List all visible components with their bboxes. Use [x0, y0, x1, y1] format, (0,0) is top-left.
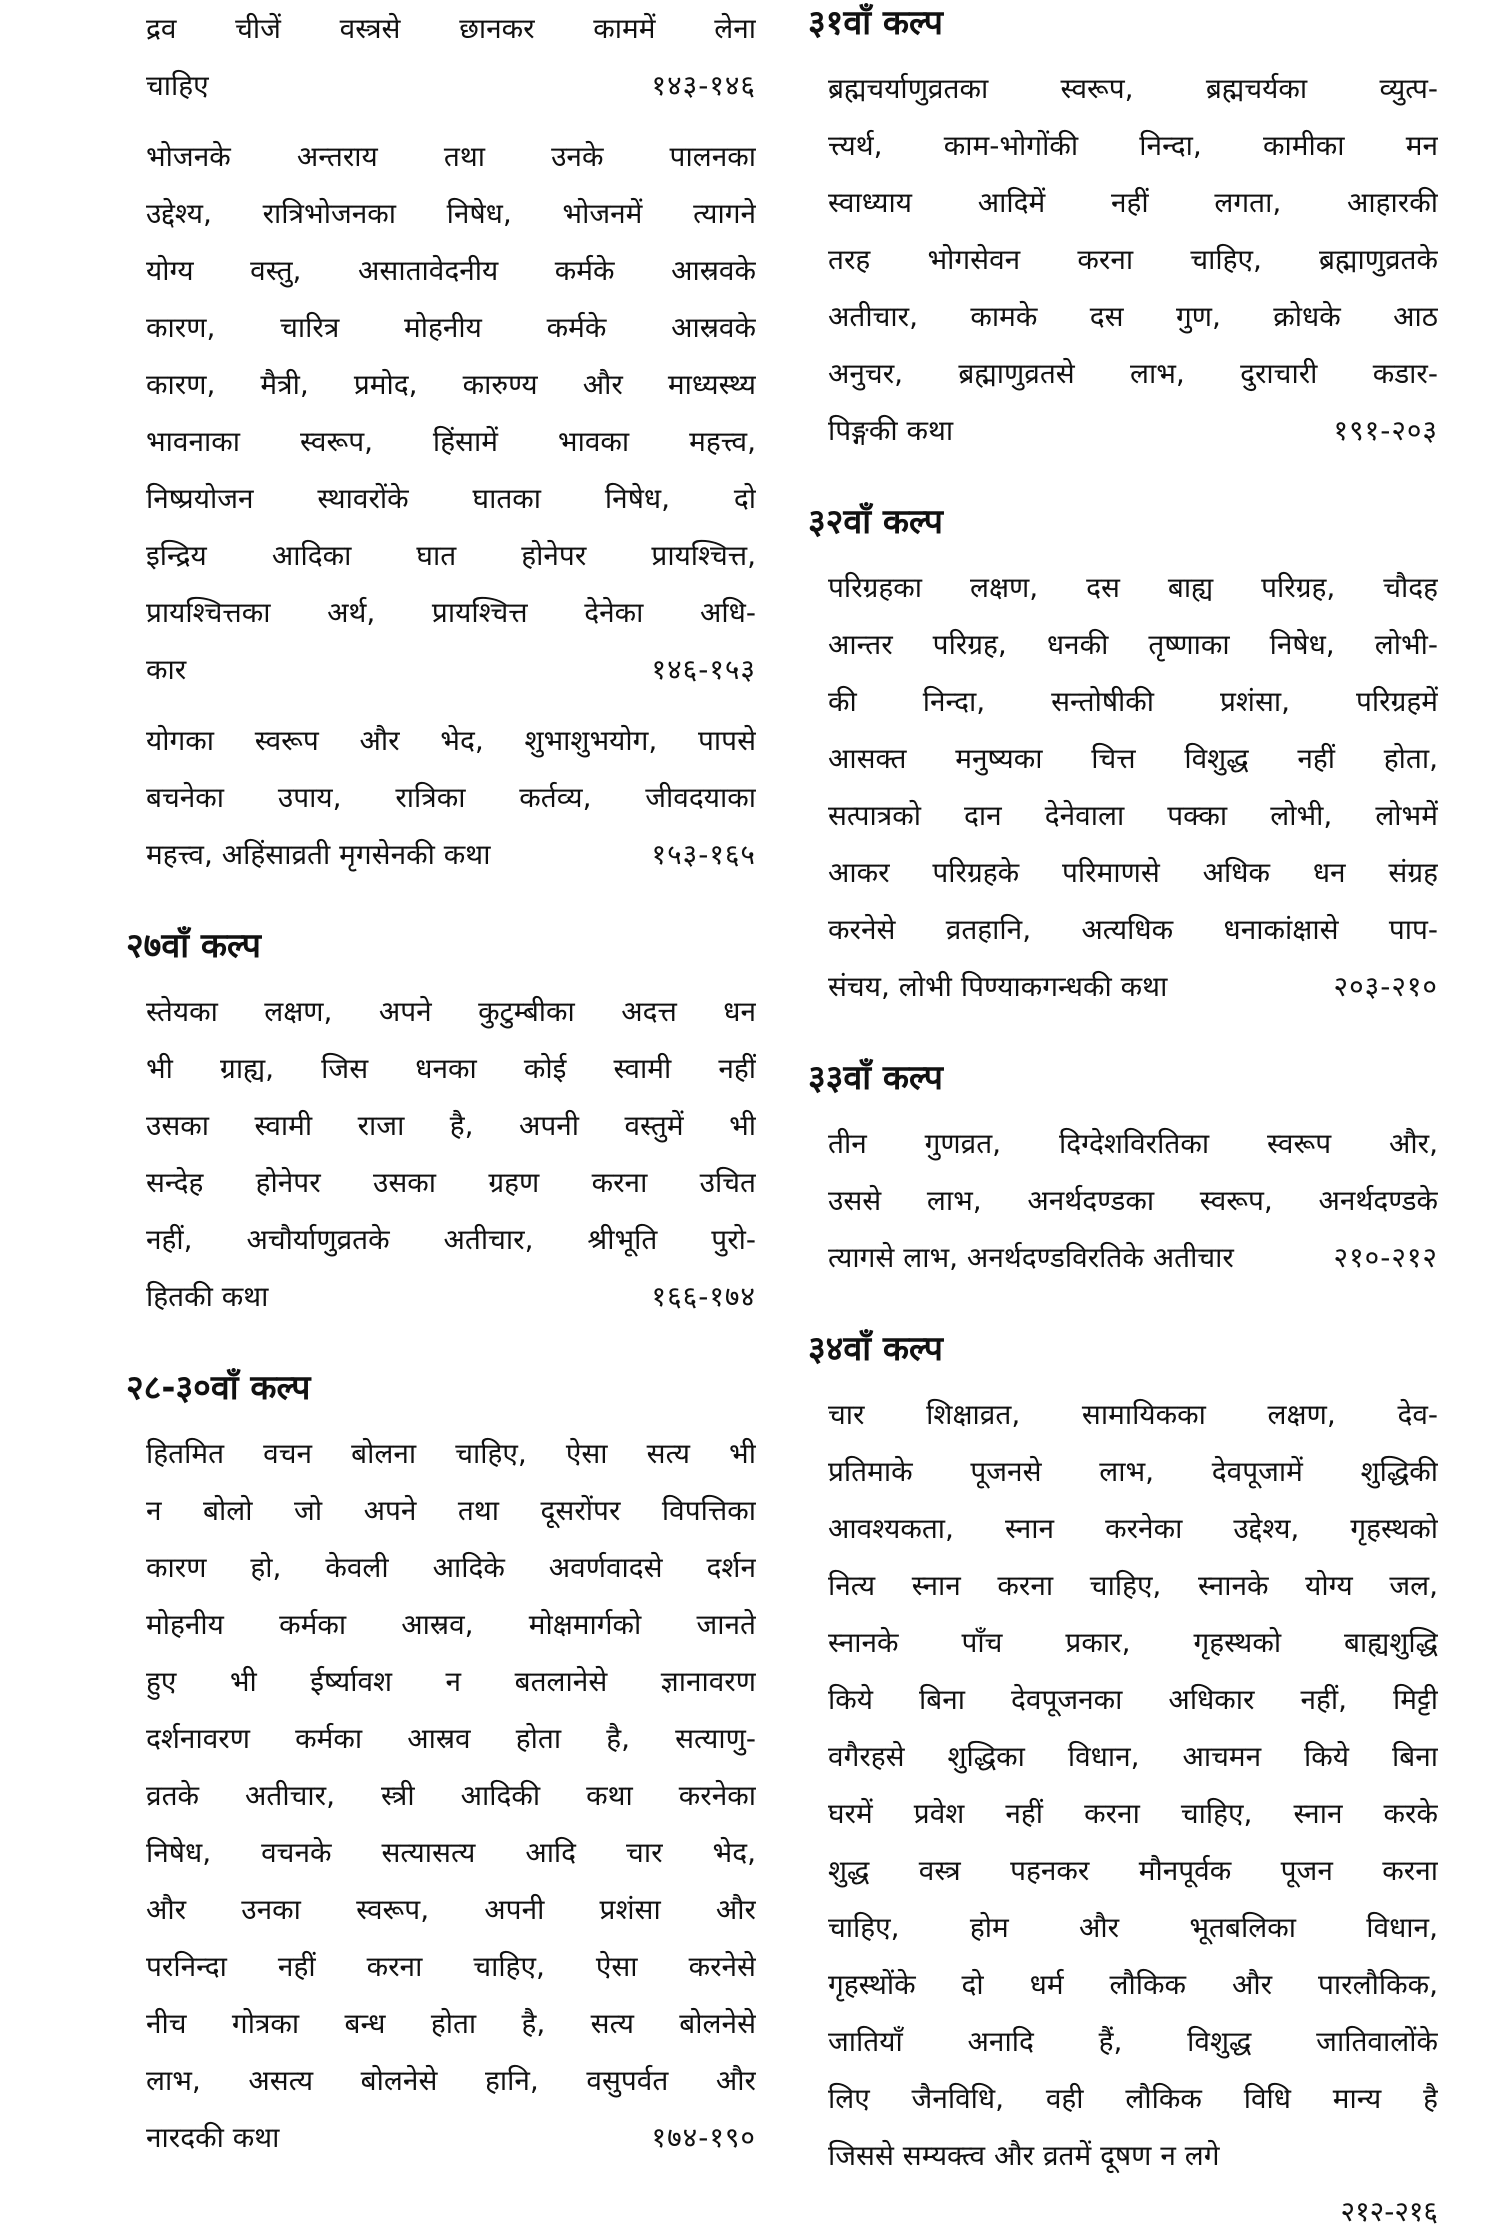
page-range: १५३-१६५ [651, 838, 756, 871]
entry-line: स्वाध्याय आदिमें नहीं लगता, आहारकी [828, 186, 1438, 219]
entry-line: नीच गोत्रका बन्ध होता है, सत्य बोलनेसे [146, 2007, 756, 2040]
contents-entry [146, 712, 756, 883]
entry-line: प्रायश्चित्तका अर्थ, प्रायश्चित्त देनेका अधि- [146, 596, 756, 629]
left-column [126, 0, 756, 2166]
entry-line: आवश्यकता, स्नान करनेका उद्देश्य, गृहस्थको [828, 1512, 1438, 1545]
entry-line: दर्शनावरण कर्मका आस्रव होता है, सत्याणु- [146, 1722, 756, 1755]
entry-line: इन्द्रिय आदिका घात होनेपर प्रायश्चित्त, [146, 539, 756, 572]
section [126, 923, 756, 1325]
entry-last-line [828, 1229, 1438, 1286]
entry-line: जातियाँ अनादि हैं, विशुद्ध जातिवालोंके [828, 2025, 1438, 2058]
entry-line: अनुचर, ब्रह्माणुव्रतसे लाभ, दुराचारी कडार- [828, 357, 1438, 390]
section [808, 0, 1438, 459]
section [808, 1055, 1438, 1286]
entry-line: भी ग्राह्य, जिस धनका कोई स्वामी नहीं [146, 1052, 756, 1085]
section-heading: ३३वाँ कल्प [808, 1058, 943, 1098]
entry-line: परनिन्दा नहीं करना चाहिए, ऐसा करनेसे [146, 1950, 756, 1983]
entry-line-text: कार [146, 653, 187, 686]
entry-line: करनेसे व्रतहानि, अत्यधिक धनाकांक्षासे पाप- [828, 913, 1438, 946]
entry-line-text: त्यागसे लाभ, अनर्थदण्डविरतिके अतीचार [828, 1241, 1234, 1274]
contents-entry [828, 1386, 1438, 2236]
entry-line: शुद्ध वस्त्र पहनकर मौनपूर्वक पूजन करना [828, 1854, 1438, 1887]
entry-line: आन्तर परिग्रह, धनकी तृष्णाका निषेध, लोभी- [828, 628, 1438, 661]
entry-last-line [828, 402, 1438, 459]
page-range: २१२-२१६ [1340, 2195, 1438, 2228]
entry-line: त्त्यर्थ, काम-भोगोंकी निन्दा, कामीका मन [828, 129, 1438, 162]
page-range: १६६-१७४ [651, 1280, 756, 1313]
right-column [808, 0, 1438, 2236]
entry-line: की निन्दा, सन्तोषीकी प्रशंसा, परिग्रहमें [828, 685, 1438, 718]
entry-line-text: पिङ्गकी कथा [828, 414, 954, 447]
section-heading: २७वाँ कल्प [126, 926, 261, 966]
contents-entry [146, 0, 756, 114]
entry-line: कारण, चारित्र मोहनीय कर्मके आस्रवके [146, 311, 756, 344]
entry-line: लाभ, असत्य बोलनेसे हानि, वसुपर्वत और [146, 2064, 756, 2097]
section [126, 1365, 756, 2166]
entry-line: द्रव चीजें वस्त्रसे छानकर काममें लेना [146, 12, 756, 45]
entry-line: हितमित वचन बोलना चाहिए, ऐसा सत्य भी [146, 1437, 756, 1470]
contents-entry [146, 983, 756, 1325]
entry-line: घरमें प्रवेश नहीं करना चाहिए, स्नान करके [828, 1797, 1438, 1830]
entry-line: स्तेयका लक्षण, अपने कुटुम्बीका अदत्त धन [146, 995, 756, 1028]
entry-line: किये बिना देवपूजनका अधिकार नहीं, मिट्टी [828, 1683, 1438, 1716]
entry-line: वगैरहसे शुद्धिका विधान, आचमन किये बिना [828, 1740, 1438, 1773]
page-range: २०३-२१० [1333, 970, 1438, 1003]
entry-last-line [146, 826, 756, 883]
entry-line: योगका स्वरूप और भेद, शुभाशुभयोग, पापसे [146, 724, 756, 757]
entry-line: हुए भी ईर्ष्यावश न बतलानेसे ज्ञानावरण [146, 1665, 756, 1698]
entry-line-text: हितकी कथा [146, 1280, 269, 1313]
entry-line: भावनाका स्वरूप, हिंसामें भावका महत्त्व, [146, 425, 756, 458]
entry-last-line [146, 1268, 756, 1325]
entry-line: स्नानके पाँच प्रकार, गृहस्थको बाह्यशुद्धि [828, 1626, 1438, 1659]
section-heading: ३४वाँ कल्प [808, 1329, 943, 1369]
entry-line: निषेध, वचनके सत्यासत्य आदि चार भेद, [146, 1836, 756, 1869]
page-range: १९१-२०३ [1333, 414, 1438, 447]
entry-line: उसका स्वामी राजा है, अपनी वस्तुमें भी [146, 1109, 756, 1142]
entry-line: उससे लाभ, अनर्थदण्डका स्वरूप, अनर्थदण्डके [828, 1184, 1438, 1217]
entry-line: चार शिक्षाव्रत, सामायिकका लक्षण, देव- [828, 1398, 1438, 1431]
entry-line: कारण हो, केवली आदिके अवर्णवादसे दर्शन [146, 1551, 756, 1584]
entry-line-text: जिससे सम्यक्त्व और व्रतमें दूषण न लगे [828, 2139, 1220, 2172]
section-heading: ३२वाँ कल्प [808, 502, 943, 542]
section [808, 1326, 1438, 2236]
entry-line: नित्य स्नान करना चाहिए, स्नानके योग्य जल, [828, 1569, 1438, 1602]
contents-entry [146, 1425, 756, 2166]
entry-line: परिग्रहका लक्षण, दस बाह्य परिग्रह, चौदह [828, 571, 1438, 604]
entry-line: भोजनके अन्तराय तथा उनके पालनका [146, 140, 756, 173]
entry-line-text: संचय, लोभी पिण्याकगन्धकी कथा [828, 970, 1168, 1003]
entry-line: आसक्त मनुष्यका चित्त विशुद्ध नहीं होता, [828, 742, 1438, 775]
entry-last-line [828, 2127, 1438, 2184]
page-range: १४६-१५३ [651, 653, 756, 686]
entry-line: सन्देह होनेपर उसका ग्रहण करना उचित [146, 1166, 756, 1199]
entry-line-text: नारदकी कथा [146, 2121, 280, 2154]
contents-entry [828, 559, 1438, 1015]
entry-line: तीन गुणव्रत, दिग्देशविरतिका स्वरूप और, [828, 1127, 1438, 1160]
section-heading: ३१वाँ कल्प [808, 3, 943, 43]
section [146, 0, 756, 883]
entry-line: तरह भोगसेवन करना चाहिए, ब्रह्माणुव्रतके [828, 243, 1438, 276]
entry-line-text: चाहिए [146, 69, 209, 102]
entry-line: प्रतिमाके पूजनसे लाभ, देवपूजामें शुद्धिकी [828, 1455, 1438, 1488]
contents-entry [828, 60, 1438, 459]
section [808, 499, 1438, 1015]
entry-last-line [146, 57, 756, 114]
section-heading: २८-३०वाँ कल्प [126, 1368, 311, 1408]
entry-line: चाहिए, होम और भूतबलिका विधान, [828, 1911, 1438, 1944]
entry-line: व्रतके अतीचार, स्त्री आदिकी कथा करनेका [146, 1779, 756, 1812]
entry-line: सत्पात्रको दान देनेवाला पक्का लोभी, लोभमें [828, 799, 1438, 832]
contents-entry [146, 128, 756, 698]
entry-line: निष्प्रयोजन स्थावरोंके घातका निषेध, दो [146, 482, 756, 515]
entry-line: गृहस्थोंके दो धर्म लौकिक और पारलौकिक, [828, 1968, 1438, 2001]
entry-last-line [146, 641, 756, 698]
entry-line: बचनेका उपाय, रात्रिका कर्तव्य, जीवदयाका [146, 781, 756, 814]
entry-line: योग्य वस्तु, असातावेदनीय कर्मके आस्रवके [146, 254, 756, 287]
entry-line: अतीचार, कामके दस गुण, क्रोधके आठ [828, 300, 1438, 333]
entry-line: मोहनीय कर्मका आस्रव, मोक्षमार्गको जानते [146, 1608, 756, 1641]
entry-line: ब्रह्मचर्याणुव्रतका स्वरूप, ब्रह्मचर्यका व्युत्प- [828, 72, 1438, 105]
entry-line: नहीं, अचौर्याणुव्रतके अतीचार, श्रीभूति पुरो- [146, 1223, 756, 1256]
entry-last-line [828, 958, 1438, 1015]
entry-line: उद्देश्य, रात्रिभोजनका निषेध, भोजनमें त्यागने [146, 197, 756, 230]
entry-line: न बोलो जो अपने तथा दूसरोंपर विपत्तिका [146, 1494, 756, 1527]
page-range: १७४-१९० [651, 2121, 756, 2154]
page-range: २१०-२१२ [1333, 1241, 1438, 1274]
page-range: १४३-१४६ [651, 69, 756, 102]
entry-line: और उनका स्वरूप, अपनी प्रशंसा और [146, 1893, 756, 1926]
entry-line: लिए जैनविधि, वही लौकिक विधि मान्य है [828, 2082, 1438, 2115]
entry-last-line [146, 2109, 756, 2166]
entry-line: कारण, मैत्री, प्रमोद, कारुण्य और माध्यस्थ्य [146, 368, 756, 401]
contents-entry [828, 1115, 1438, 1286]
entry-line: आकर परिग्रहके परिमाणसे अधिक धन संग्रह [828, 856, 1438, 889]
entry-line-text: महत्त्व, अहिंसाव्रती मृगसेनकी कथा [146, 838, 491, 871]
